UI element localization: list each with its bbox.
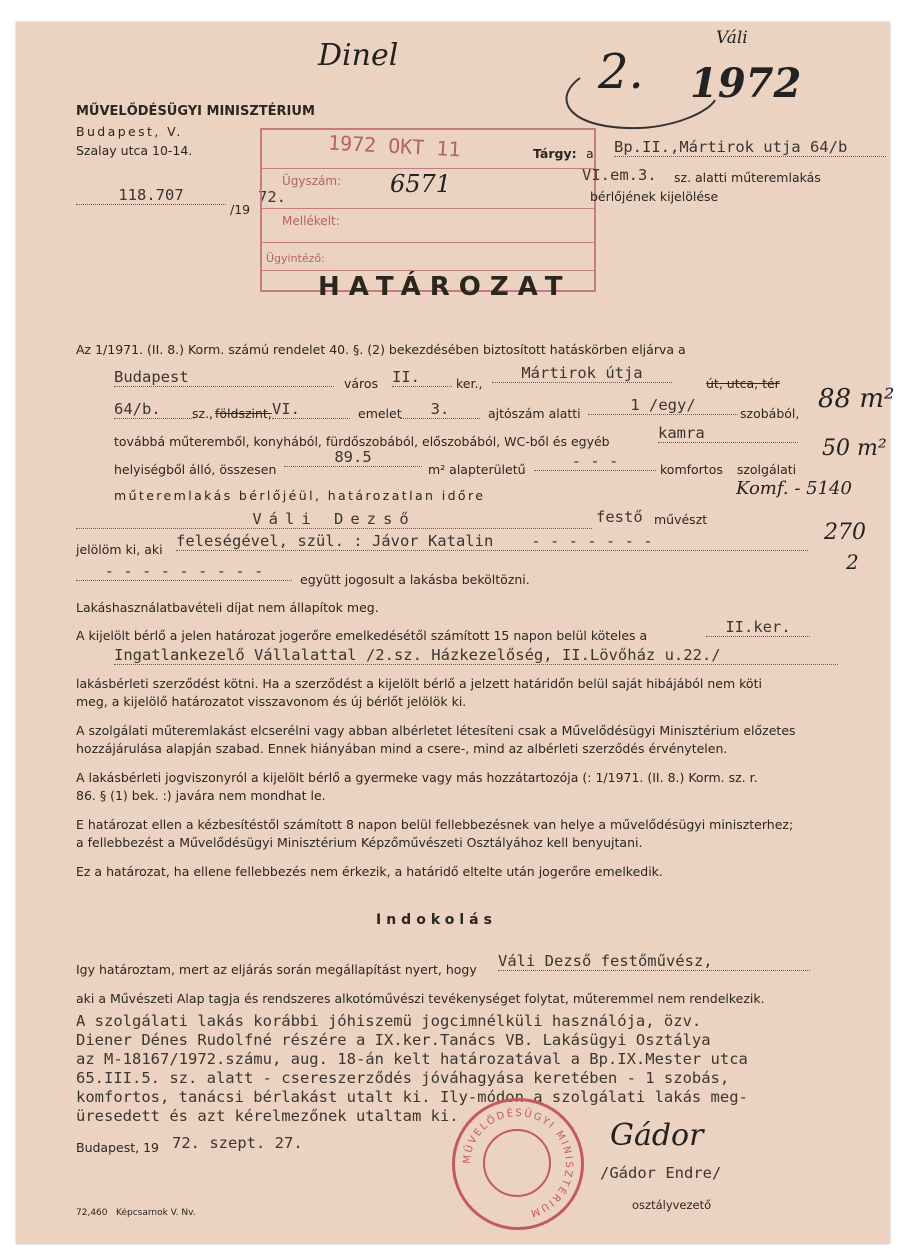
extra-occupants-field: - - - - - - - - - xyxy=(76,562,292,581)
profession-field: festő xyxy=(596,508,643,526)
designate-label: jelölöm ki, aki xyxy=(76,542,163,557)
subject-line2: sz. alatti műteremlakás xyxy=(674,170,821,185)
margin-note: 50 m² xyxy=(822,436,887,461)
footer-date: 72. szept. 27. xyxy=(172,1134,303,1152)
fee-text: Lakáshasználatbavételi díjat nem állapítok meg. xyxy=(76,600,379,615)
ministry-city: Budapest, V. xyxy=(76,124,183,139)
rooms-field: 1 /egy/ xyxy=(588,396,738,415)
signature: Gádor xyxy=(610,1118,704,1153)
reasoning-typed-line: az M-18167/1972.számu, aug. 18-án kelt határozatával a Bp.IX.Mester utca xyxy=(76,1050,748,1068)
subject-floor: VI.em.3. xyxy=(582,166,657,184)
margin-note: 270 xyxy=(824,520,866,545)
appeal-paragraph-a: E határozat ellen a kézbesítéstől számított 8 napon belül fellebbezésnek van helye a művelődésügyi miniszterhez; xyxy=(76,817,794,832)
year-prefix: /19 xyxy=(230,202,251,217)
handwritten-year: 1972 xyxy=(690,60,802,107)
subject-a: a xyxy=(586,146,594,161)
subject-line3: bérlőjének kijelölése xyxy=(590,189,719,204)
footer-place: Budapest, 19 xyxy=(76,1140,159,1155)
document-title: HATÁROZAT xyxy=(318,272,572,302)
reasoning-typed-line: 65.III.5. sz. alatt - csereszerződés jóváhagyása keretében - 1 szobás, xyxy=(76,1069,730,1087)
subject-label: Tárgy: xyxy=(533,146,577,161)
handwritten-name: Dinel xyxy=(318,38,399,73)
subject-address: Bp.II.,Mártirok utja 64/b xyxy=(614,138,886,157)
district-label: ker., xyxy=(456,376,483,391)
printer-name: Képcsarnok V. Nv. xyxy=(116,1208,196,1218)
spouse-dashes: - - - - - - - xyxy=(531,532,653,550)
stamp-number: 6571 xyxy=(390,170,452,198)
reasoning-typed-line: Diener Dénes Rudolfné részére a IX.ker.Tanács VB. Lakásügyi Osztálya xyxy=(76,1031,711,1049)
ministry-street: Szalay utca 10-14. xyxy=(76,143,193,158)
reasoning-member: aki a Művészeti Alap tagja és rendszeres alkotóművészi tevékenységet folytat, műteremmel nem rendelkezik. xyxy=(76,991,765,1006)
year-suffix: 72. xyxy=(258,188,286,206)
street-field: Mártirok útja xyxy=(492,364,672,383)
spouse-text: feleségével, szül. : Jávor Katalin xyxy=(176,532,494,550)
other-rooms-field: kamra xyxy=(658,424,798,443)
margin-note: 88 m² xyxy=(818,384,895,414)
seal-ring-text xyxy=(455,1101,581,1227)
appeal-paragraph-b: a fellebbezést a Művelődésügyi Minisztérium Képzőművészeti Osztályához kell benyujtani. xyxy=(76,835,643,850)
reasoning-typed-line: üresedett és azt kérelmezőnek utaltam ki. xyxy=(76,1107,459,1125)
margin-note: Komf. - 5140 xyxy=(736,478,852,499)
area-intro: helyiségből álló, összesen xyxy=(114,462,277,477)
official-seal xyxy=(452,1098,584,1230)
street-type-options: út, utca, tér xyxy=(706,376,780,391)
signatory-position: osztályvezető xyxy=(632,1198,712,1212)
city-field: Budapest xyxy=(114,368,334,387)
waiver-paragraph-a: A lakásbérleti jogviszonyról a kijelölt bérlő a gyermeke vagy más hozzátartozója (: 1/1971. (II. 8.) Korm. sz. r. xyxy=(76,770,758,785)
comfort-field: - - - xyxy=(534,452,656,471)
city-label: város xyxy=(344,376,379,391)
studio-apartment-text: műteremlakás bérlőjéül, határozatlan időre xyxy=(114,488,486,503)
district-field: II. xyxy=(392,368,452,387)
floor-label: emelet xyxy=(358,406,402,421)
floor-field: VI. xyxy=(272,400,350,419)
signatory-name: /Gádor Endre/ xyxy=(600,1164,722,1182)
contract-paragraph-a: A kijelölt bérlő a jelen határozat jogerőre emelkedésétől számított 15 napon belül köteles a xyxy=(76,628,648,643)
waiver-paragraph-b: 86. § (1) bek. :) javára nem mondhat le. xyxy=(76,788,326,803)
tenant-name-field: Váli Dezső xyxy=(76,510,592,529)
area-field: 89.5 xyxy=(284,448,422,467)
rooms-label: szobából, xyxy=(740,406,800,421)
comfort-label: komfortos szolgálati xyxy=(660,462,797,477)
finality-paragraph: Ez a határozat, ha ellene fellebbezés nem érkezik, a határidő eltelte után jogerőre emelkedik. xyxy=(76,864,663,879)
svg-text:MŰVELŐDÉSÜGYI MINISZTÉRIUM: MŰVELŐDÉSÜGYI MINISZTÉRIUM xyxy=(461,1107,575,1219)
house-number-label: sz., xyxy=(192,406,214,421)
file-number: 118.707 xyxy=(76,186,226,205)
together-text: együtt jogosult a lakásba beköltözni. xyxy=(300,572,530,587)
room-types-text: továbbá műteremből, konyhából, fürdőszobából, előszobából, WC-ből és egyéb xyxy=(114,434,610,449)
intro-text: Az 1/1971. (II. 8.) Korm. számú rendelet 40. §. (2) bekezdésében biztosított hatáskörben eljárva a xyxy=(76,342,686,357)
contract-district-field: II.ker. xyxy=(706,618,810,637)
stamp-date: 1972 OKT 11 xyxy=(327,130,461,162)
reasoning-lead: Igy határoztam, mert az eljárás során megállapítást nyert, hogy xyxy=(76,962,477,977)
reasoning-title: Indokolás xyxy=(376,912,497,928)
exchange-paragraph-b: hozzájárulása alapján szabad. Ennek hiányában mind a csere-, mind az albérleti szerződés érvénytelen. xyxy=(76,741,728,756)
artist-label: művészt xyxy=(654,512,708,527)
ground-floor-option: földszint, xyxy=(215,406,272,421)
door-field: 3. xyxy=(400,400,480,419)
contract-paragraph-c: meg, a kijelölő határozatot visszavonom és új bérlőt jelölök ki. xyxy=(76,694,467,709)
stamp-number-label: Ügyszám: xyxy=(282,174,342,188)
reasoning-lead-typed: Váli Dezső festőművész, xyxy=(498,952,810,971)
exchange-paragraph-a: A szolgálati műteremlakást elcserélni vagy abban albérletet létesíteni csak a Művelődésügyi Minisztérium előzetes xyxy=(76,723,796,738)
door-label: ajtószám alatti xyxy=(488,406,581,421)
contract-paragraph-b: lakásbérleti szerződést kötni. Ha a szerződést a kijelölt bérlő a jelzett határidőn belül saját hibájából nem köti xyxy=(76,676,762,691)
stamp-row-label: Ügyintéző: xyxy=(266,252,325,265)
print-number: 72,460 xyxy=(76,1208,108,1218)
spouse-field xyxy=(176,532,808,551)
margin-note: 2 xyxy=(846,550,859,574)
stamp-row-label: Mellékelt: xyxy=(282,214,340,228)
reasoning-typed-line: A szolgálati lakás korábbi jóhiszemü jogcimnélküli használója, özv. xyxy=(76,1012,702,1030)
house-number-field: 64/b. xyxy=(114,400,194,419)
handwritten-number: 2. xyxy=(598,44,644,100)
area-label: m² alapterületű xyxy=(428,462,526,477)
reasoning-typed-line: komfortos, tanácsi bérlakást utalt ki. Ily-módon a szolgálati lakás meg- xyxy=(76,1088,748,1106)
ministry-name: MŰVELŐDÉSÜGYI MINISZTÉRIUM xyxy=(76,104,315,119)
contract-company-field: Ingatlankezelő Vállalattal /2.sz. Házkezelőség, II.Lövőház u.22./ xyxy=(114,646,838,665)
handwritten-note: Váli xyxy=(716,28,748,48)
